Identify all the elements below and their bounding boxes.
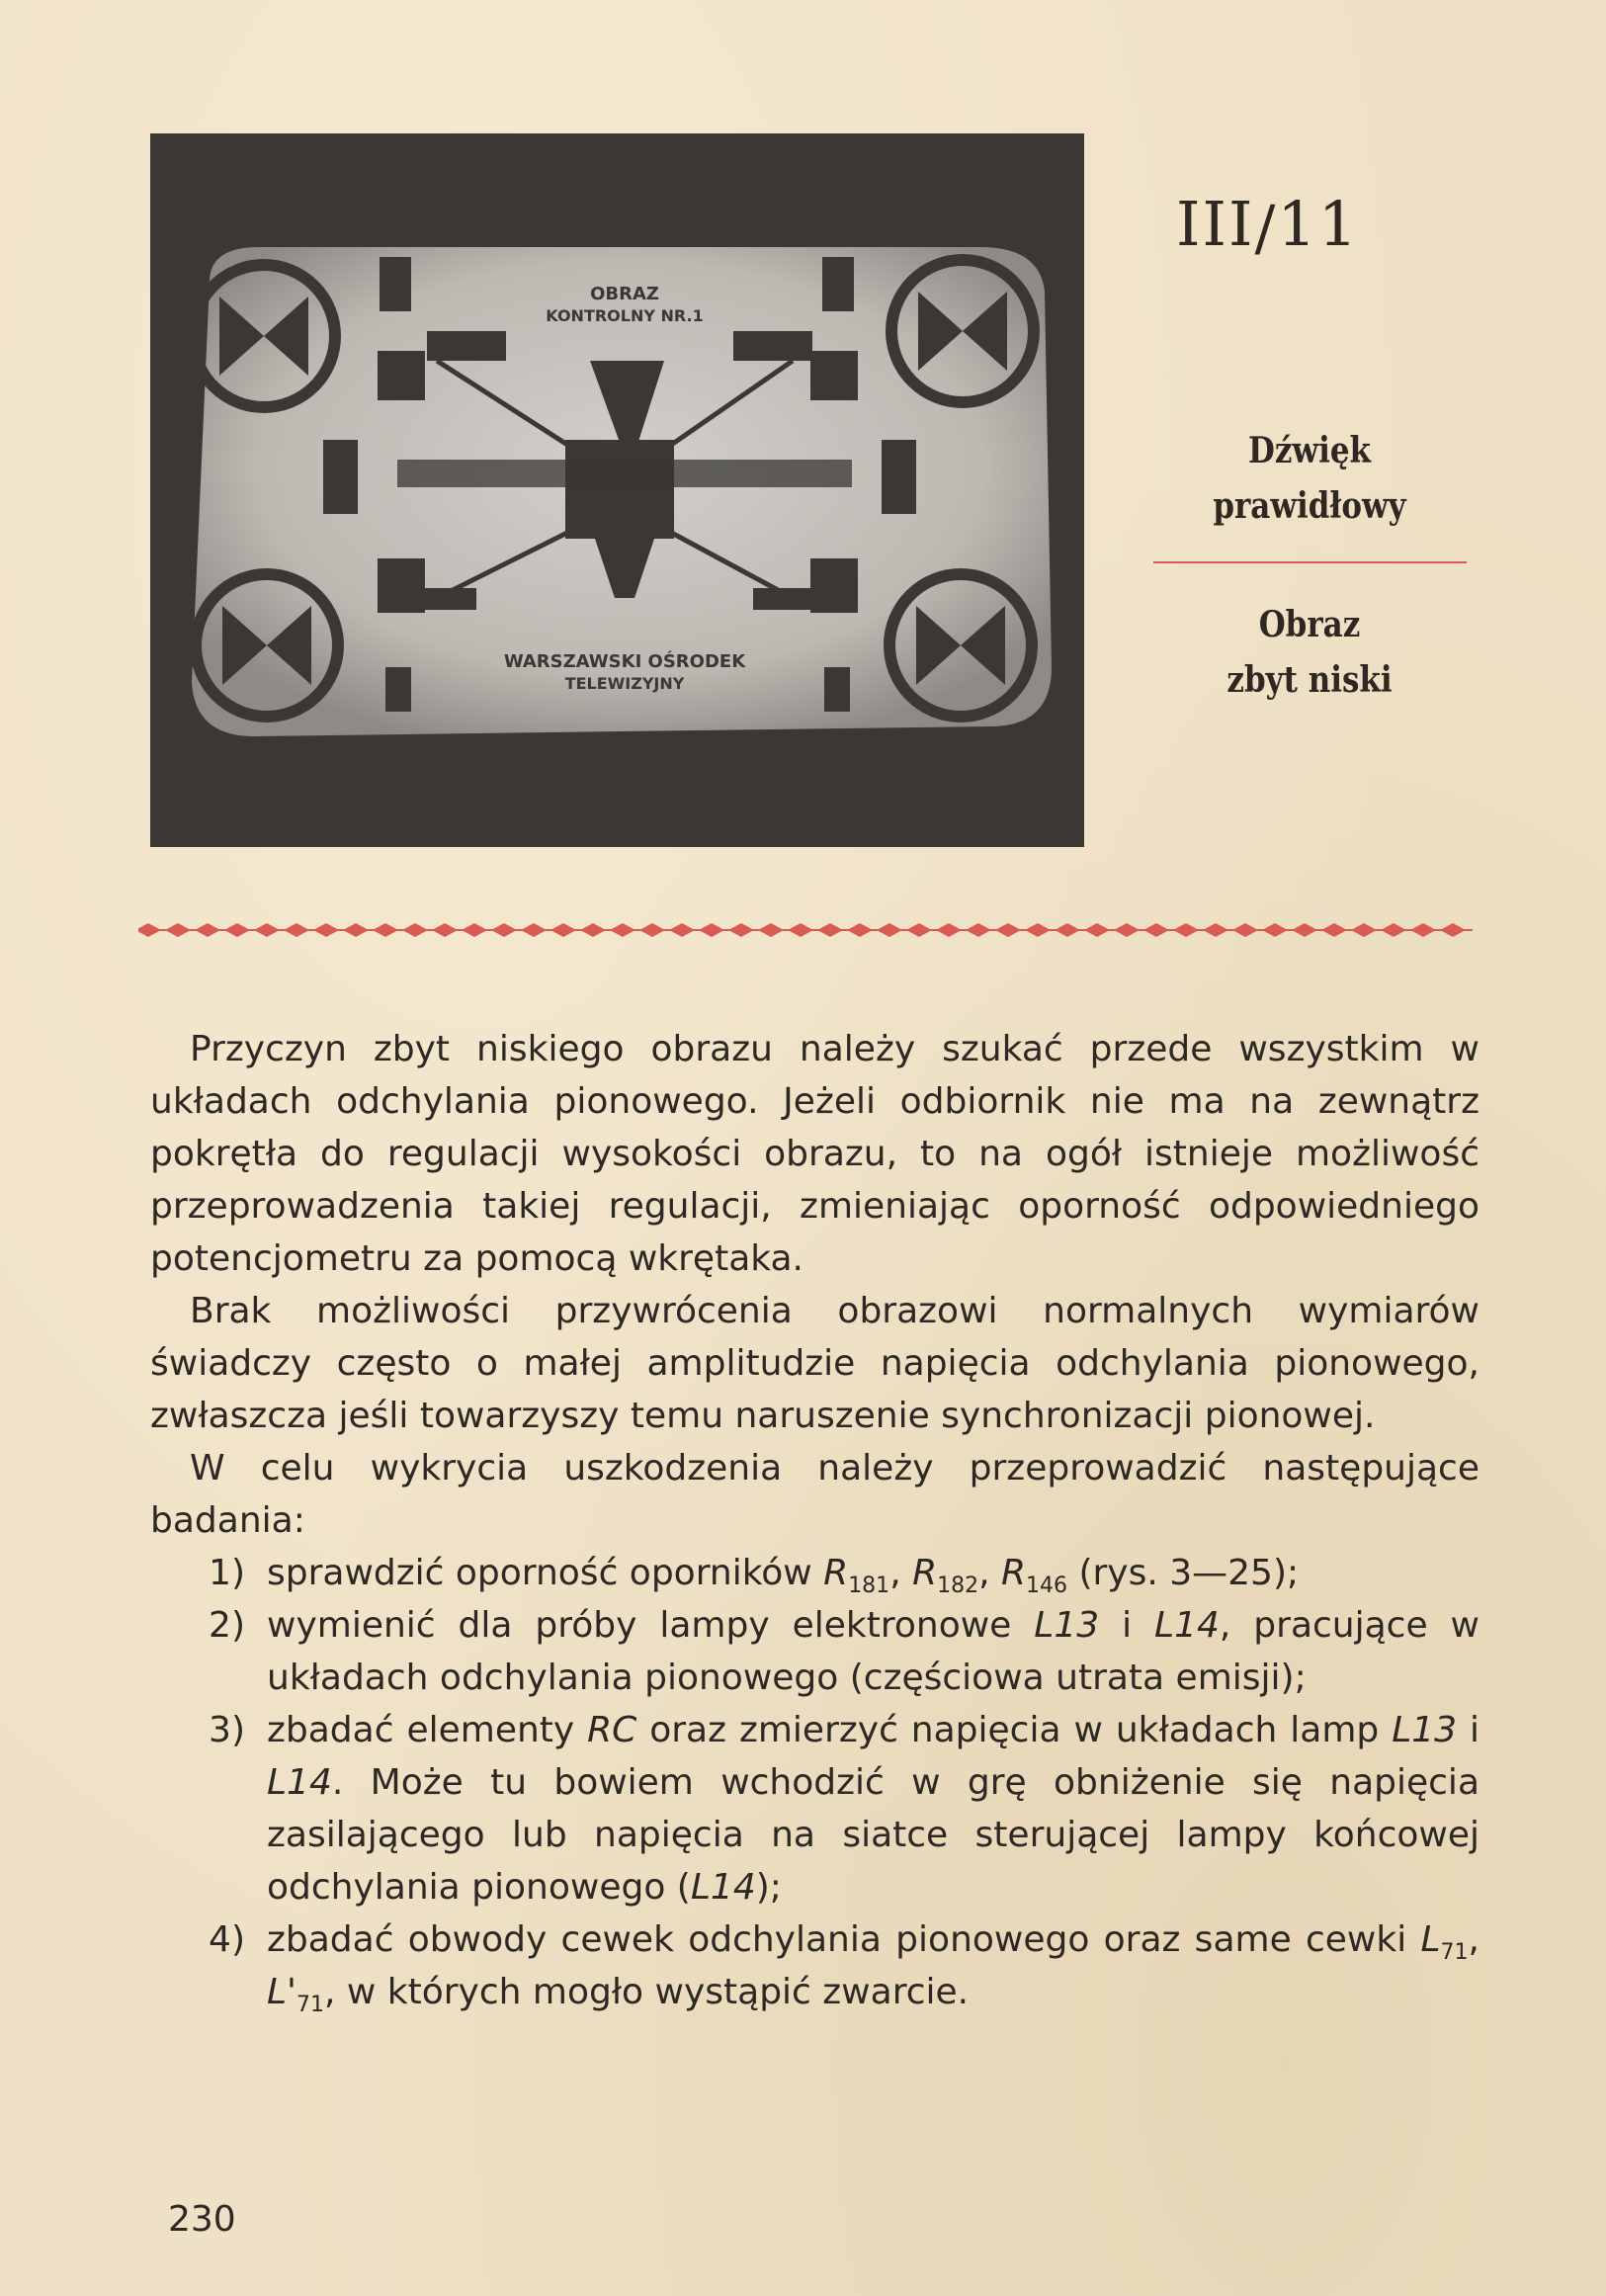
- sound-status: [1169, 423, 1450, 534]
- ornament-diamond: [1025, 923, 1051, 937]
- ornament-diamond: [1410, 923, 1436, 937]
- ornament-diamond: [1381, 923, 1406, 937]
- ornament-diamond: [138, 923, 161, 937]
- list-item: [150, 1599, 1479, 1704]
- inspection-steps-list: [150, 1547, 1479, 2018]
- paragraph-2: Brak możliwości przywrócenia obrazowi normalnych wymiarów świadczy często o małej amplitudzie napięcia odchylania pionowego, zwłaszcza jeśli towarzyszy temu naruszenie synchronizacji pionowej.: [150, 1291, 1479, 1436]
- ornament-diamond: [521, 923, 547, 937]
- list-item-text: zbadać obwody cewek odchylania pionowego oraz same cewki $L_{71}$, $L'_{71}$, w których mogło wystąpić zwarcie.: [267, 1919, 1479, 2018]
- ornament-diamond: [669, 923, 695, 937]
- ornament-diamond: [1262, 923, 1288, 937]
- list-item-text: zbadać elementy RC oraz zmierzyć napięcia w układach lamp L13 i L14. Może tu bowiem wchodzić w grę obniżenie się napięcia zasilającego lub napięcia na siatce sterującej lampy końcowej odchylania pionowego (L14);: [267, 1710, 1479, 1908]
- ornament-diamond: [1173, 923, 1199, 937]
- test-card-image: [150, 133, 1084, 847]
- sound-status-line2: prawidłowy: [1213, 485, 1406, 527]
- picture-status: [1169, 597, 1450, 708]
- list-item-number: 3): [209, 1710, 245, 1750]
- body-text: [150, 1023, 1479, 2018]
- list-item: [150, 1913, 1479, 2018]
- ornament-diamond: [254, 923, 280, 937]
- ornament-diamond: [550, 923, 576, 937]
- ornament-diamond: [1440, 923, 1466, 937]
- test-card-caption-top-1: OBRAZ: [590, 284, 659, 304]
- paragraph-3: W celu wykrycia uszkodzenia należy przeprowadzić następujące badania:: [150, 1448, 1479, 1541]
- ornament-diamond: [1292, 923, 1317, 937]
- diamond-ornament-rule: [138, 915, 1473, 945]
- ornament-diamond: [639, 923, 665, 937]
- ornament-diamond: [728, 923, 754, 937]
- picture-status-line2: zbyt niski: [1226, 659, 1393, 701]
- ornament-diamond: [462, 923, 487, 937]
- ornament-diamond: [758, 923, 784, 937]
- ornament-diamond: [432, 923, 458, 937]
- ornament-diamond: [1084, 923, 1110, 937]
- test-card-photo: [150, 133, 1084, 847]
- ornament-diamond: [1203, 923, 1228, 937]
- ornament-diamond: [995, 923, 1021, 937]
- ornament-diamond: [699, 923, 724, 937]
- ornament-diamond: [1114, 923, 1140, 937]
- ornament-diamond: [1232, 923, 1258, 937]
- test-card-caption-bottom-1: WARSZAWSKI OŚRODEK: [503, 651, 746, 672]
- plate-number-slash: /: [1254, 192, 1278, 264]
- list-item-number: 2): [209, 1605, 245, 1646]
- sound-status-line1: Dźwięk: [1247, 430, 1372, 471]
- ornament-diamond: [284, 923, 309, 937]
- ornament-diamond: [817, 923, 843, 937]
- ornament-diamond: [580, 923, 606, 937]
- ornament-diamond: [343, 923, 369, 937]
- ornament-diamond: [936, 923, 962, 937]
- plate-number-main: III: [1176, 188, 1255, 260]
- page-number: 230: [168, 2199, 236, 2240]
- ornament-diamond: [1351, 923, 1377, 937]
- ornament-diamond: [877, 923, 902, 937]
- list-item-text: wymienić dla próby lampy elektronowe L13 i L14, pracujące w układach odchylania pionowego (częściowa utrata emisji);: [267, 1605, 1479, 1698]
- list-item: [150, 1547, 1479, 1599]
- ornament-diamond: [224, 923, 250, 937]
- test-card-caption-bottom-2: TELEWIZYJNY: [564, 674, 685, 693]
- ornament-diamond: [906, 923, 932, 937]
- paragraph-1: Przyczyn zbyt niskiego obrazu należy szukać przede wszystkim w układach odchylania pionowego. Jeżeli odbiornik nie ma na zewnątrz pokrętła do regulacji wysokości obrazu, to na ogół istnieje możliwość przeprowadzenia takiej regulacji, zmieniając oporność odpowiedniego potencjometru za pomocą wkrętaka.: [150, 1029, 1479, 1279]
- ornament-diamond: [847, 923, 873, 937]
- list-item: [150, 1704, 1479, 1913]
- plate-number: [1176, 188, 1473, 287]
- picture-status-line1: Obraz: [1258, 604, 1361, 645]
- list-item-text: sprawdzić oporność oporników $R_{181}$, $R_{182}$, $R_{146}$ (rys. 3—25);: [267, 1553, 1300, 1599]
- ornament-diamond: [1055, 923, 1080, 937]
- plate-number-sub: 11: [1277, 188, 1360, 260]
- ornament-diamond: [610, 923, 635, 937]
- ornament-diamond: [195, 923, 220, 937]
- list-item-number: 1): [209, 1553, 245, 1593]
- ornament-diamond: [313, 923, 339, 937]
- ornament-diamond: [1143, 923, 1169, 937]
- list-item-number: 4): [209, 1919, 245, 1960]
- ornament-diamond: [1321, 923, 1347, 937]
- ornament-diamond: [491, 923, 517, 937]
- ornament-diamond: [373, 923, 398, 937]
- status-divider: [1153, 561, 1467, 563]
- ornament-diamond: [402, 923, 428, 937]
- ornament-diamond: [788, 923, 813, 937]
- ornament-diamond: [165, 923, 191, 937]
- test-card-caption-top-2: KONTROLNY NR.1: [546, 306, 704, 325]
- ornament-diamond: [966, 923, 991, 937]
